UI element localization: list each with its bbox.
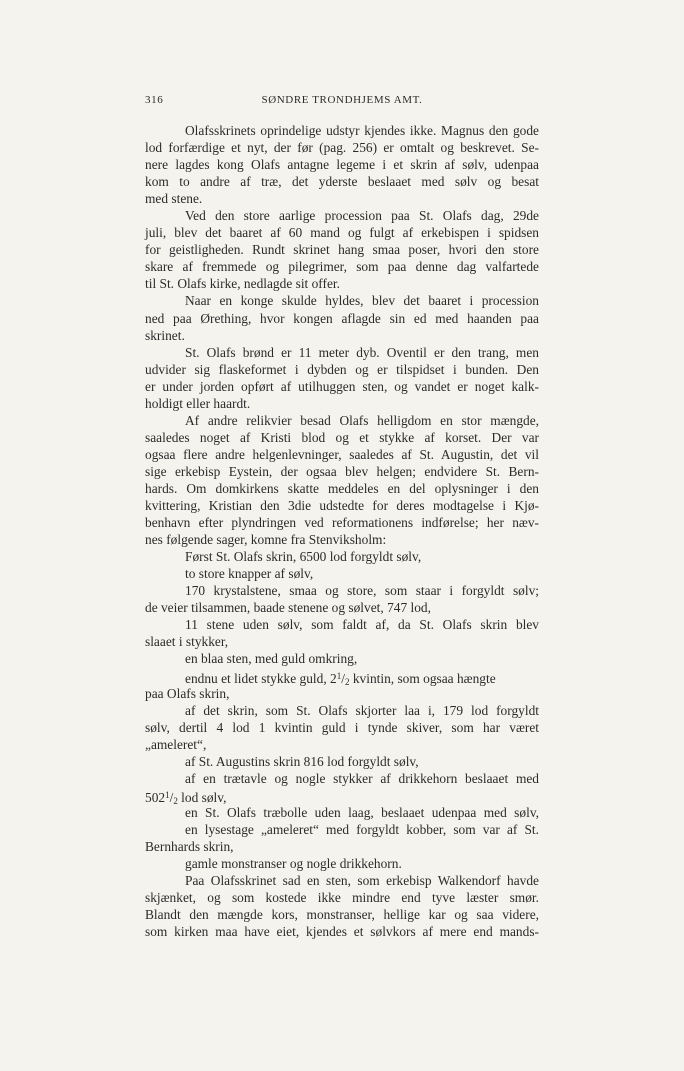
text-line-content: Naar en konge skulde hyldes, blev det baaret i procession [185,293,539,309]
text-line-content: af en trætavle og nogle stykker af drikkehorn beslaaet med [185,770,539,786]
text-line-content: to store knapper af sølv, [185,566,314,582]
text-line [145,889,539,906]
text-line [145,702,539,719]
text-line-content: St. Olafs brønd er 11 meter dyb. Oventil er den trang, men [185,344,539,360]
text-line [145,804,539,821]
text-line [145,327,539,344]
text-line-content: en lysestage „ameleret“ med forgyldt kobber, som var af St. [185,821,539,837]
text-line-content: Blandt den mængde kors, monstranser, hellige kar og saa videre, [145,907,539,923]
text-line [145,548,539,565]
running-title: SØNDRE TRONDHJEMS AMT. [261,94,423,106]
text-line-content: Paa Olafsskrinet sad en sten, som erkebisp Walkendorf havde [185,873,539,889]
text-line-content: Olafsskrinets oprindelige udstyr kjendes ikke. Magnus den gode [185,123,539,138]
fraction: $^1/_2$ [165,789,178,806]
text-line-content: kvittering, Kristian den 3die udstedte for deres modtagelse i Kjø- [145,498,539,514]
text-line-content: Bernhards skrin, [145,838,234,854]
text-line [145,241,539,258]
text-line [145,446,539,463]
page-header [145,94,539,110]
text-line-content: lod forfærdige et nyt, der før (pag. 256) er omtalt og beskrevet. Se- [145,140,539,156]
text-line [145,258,539,275]
text-line [145,173,539,190]
text-line-content: af St. Augustins skrin 816 lod forgyldt sølv, [185,753,419,769]
text-line [145,770,539,787]
text-line [145,344,539,361]
text-line [145,872,539,889]
text-line-content: udvider sig flaskeformet i dybden og er tilspidset i bunden. Den [145,361,539,377]
text-line [145,275,539,292]
text-line [145,395,539,412]
text-line [145,565,539,582]
text-line-content: skjænket, og som kostede ikke mindre end tyve læster smør. [145,890,539,906]
text-line-content: „ameleret“, [145,736,207,752]
text-line [145,310,539,327]
text-line [145,122,539,139]
text-line [145,497,539,514]
text-line-content: 502 [145,789,166,805]
text-line-content: paa Olafs skrin, [145,685,230,701]
text-line [145,292,539,309]
text-line-content: en blaa sten, med guld omkring, [185,651,358,667]
text-line [145,156,539,173]
text-line-content: benhavn efter plyndringen ved reformationens indførelse; her næv- [145,515,539,531]
text-line [145,361,539,378]
text-line [145,838,539,855]
text-line-content: slaaet i stykker, [145,634,229,650]
text-line-content: gamle monstranser og nogle drikkehorn. [185,856,402,872]
text-line-content: for geistligheden. Rundt skrinet hang smaa poser, hvori den store [145,242,539,258]
text-line-content: 11 stene uden sølv, som faldt af, da St. Olafs skrin blev [185,617,539,633]
text-line-content: nes følgende sager, komne fra Stenviksholm: [145,532,387,548]
text-line-content: Først St. Olafs skrin, 6500 lod forgyldt sølv, [185,549,422,565]
text-line-content: saaledes noget af Kristi blod og et stykke af korset. Der var [145,429,539,445]
text-line [145,906,539,923]
text-line-content: ned paa Ørething, hvor kongen aflagde sin ed med haanden paa [145,310,539,326]
text-line [145,190,539,207]
text-line-content: holdigt eller haardt. [145,395,251,411]
text-line-content: skrinet. [145,327,185,343]
text-line [145,787,539,804]
text-line [145,412,539,429]
text-line [145,719,539,736]
text-line [145,616,539,633]
text-line-content: til St. Olafs kirke, nedlagde sit offer. [145,276,340,292]
text-line [145,855,539,872]
text-line-content: skare af fremmede og pilegrimer, som paa denne dag valfartede [145,259,539,275]
text-line [145,685,539,702]
text-line [145,582,539,599]
text-line [145,633,539,650]
text-line [145,139,539,156]
text-line-content: kom to andre af træ, det yderste beslaaet med sølv og besat [145,174,539,190]
text-line [145,736,539,753]
text-line-tail: kvintin, som ogsaa hængte [349,670,496,686]
text-line [145,224,539,241]
text-line-content: hards. Om domkirkens skatte meddeles en del oplysninger i den [145,480,539,496]
text-line-content: Af andre relikvier besad Olafs helligdom en stor mængde, [185,412,539,428]
text-line [145,514,539,531]
fraction: $^1/_2$ [336,670,350,687]
text-line [145,753,539,770]
text-line-content: ogsaa flere andre helgenlevninger, saaledes af St. Augustin, det vil [145,446,539,462]
text-line-tail: lod sølv, [177,789,227,805]
text-line-content: nere lagdes kong Olafs antagne legeme i et skrin af sølv, udenpaa [145,157,539,173]
text-line-content: af det skrin, som St. Olafs skjorter laa i, 179 lod forgyldt [185,702,539,718]
text-line-content: juli, blev det baaret af 60 mand og fulgt af erkebispen i spidsen [145,225,539,241]
text-line [145,923,539,940]
text-line [145,480,539,497]
text-line [145,207,539,224]
text-line-content: er under jorden opført af utilhuggen sten, og vandet er noget kalk- [145,378,539,394]
text-line-content: en St. Olafs træbolle uden laag, beslaaet udenpaa med sølv, [185,804,539,820]
page-number: 316 [145,94,164,106]
text-line-content: sige erkebisp Eystein, der ogsaa blev helgen; endvidere St. Bern- [145,463,539,479]
text-line-content: sølv, dertil 4 lod 1 kvintin guld i tynde skiver, som har været [145,719,539,735]
text-line [145,378,539,395]
text-line-content: endnu et lidet stykke guld, 2 [185,670,337,686]
text-line [145,821,539,838]
text-line-content: 170 krystalstene, smaa og store, som staar i forgyldt sølv; [185,583,539,599]
text-line [145,463,539,480]
text-line-content: som kirken maa have eiet, kjendes et sølvkors af mere end mands- [145,924,539,940]
text-line [145,650,539,667]
text-line [145,668,539,685]
text-line [145,531,539,548]
text-line [145,429,539,446]
body-text [145,122,539,940]
text-line-content: med stene. [145,191,203,207]
text-line [145,599,539,616]
text-line-content: de veier tilsammen, baade stenene og sølvet, 747 lod, [145,600,431,616]
text-line-content: Ved den store aarlige procession paa St. Olafs dag, 29de [185,208,539,224]
